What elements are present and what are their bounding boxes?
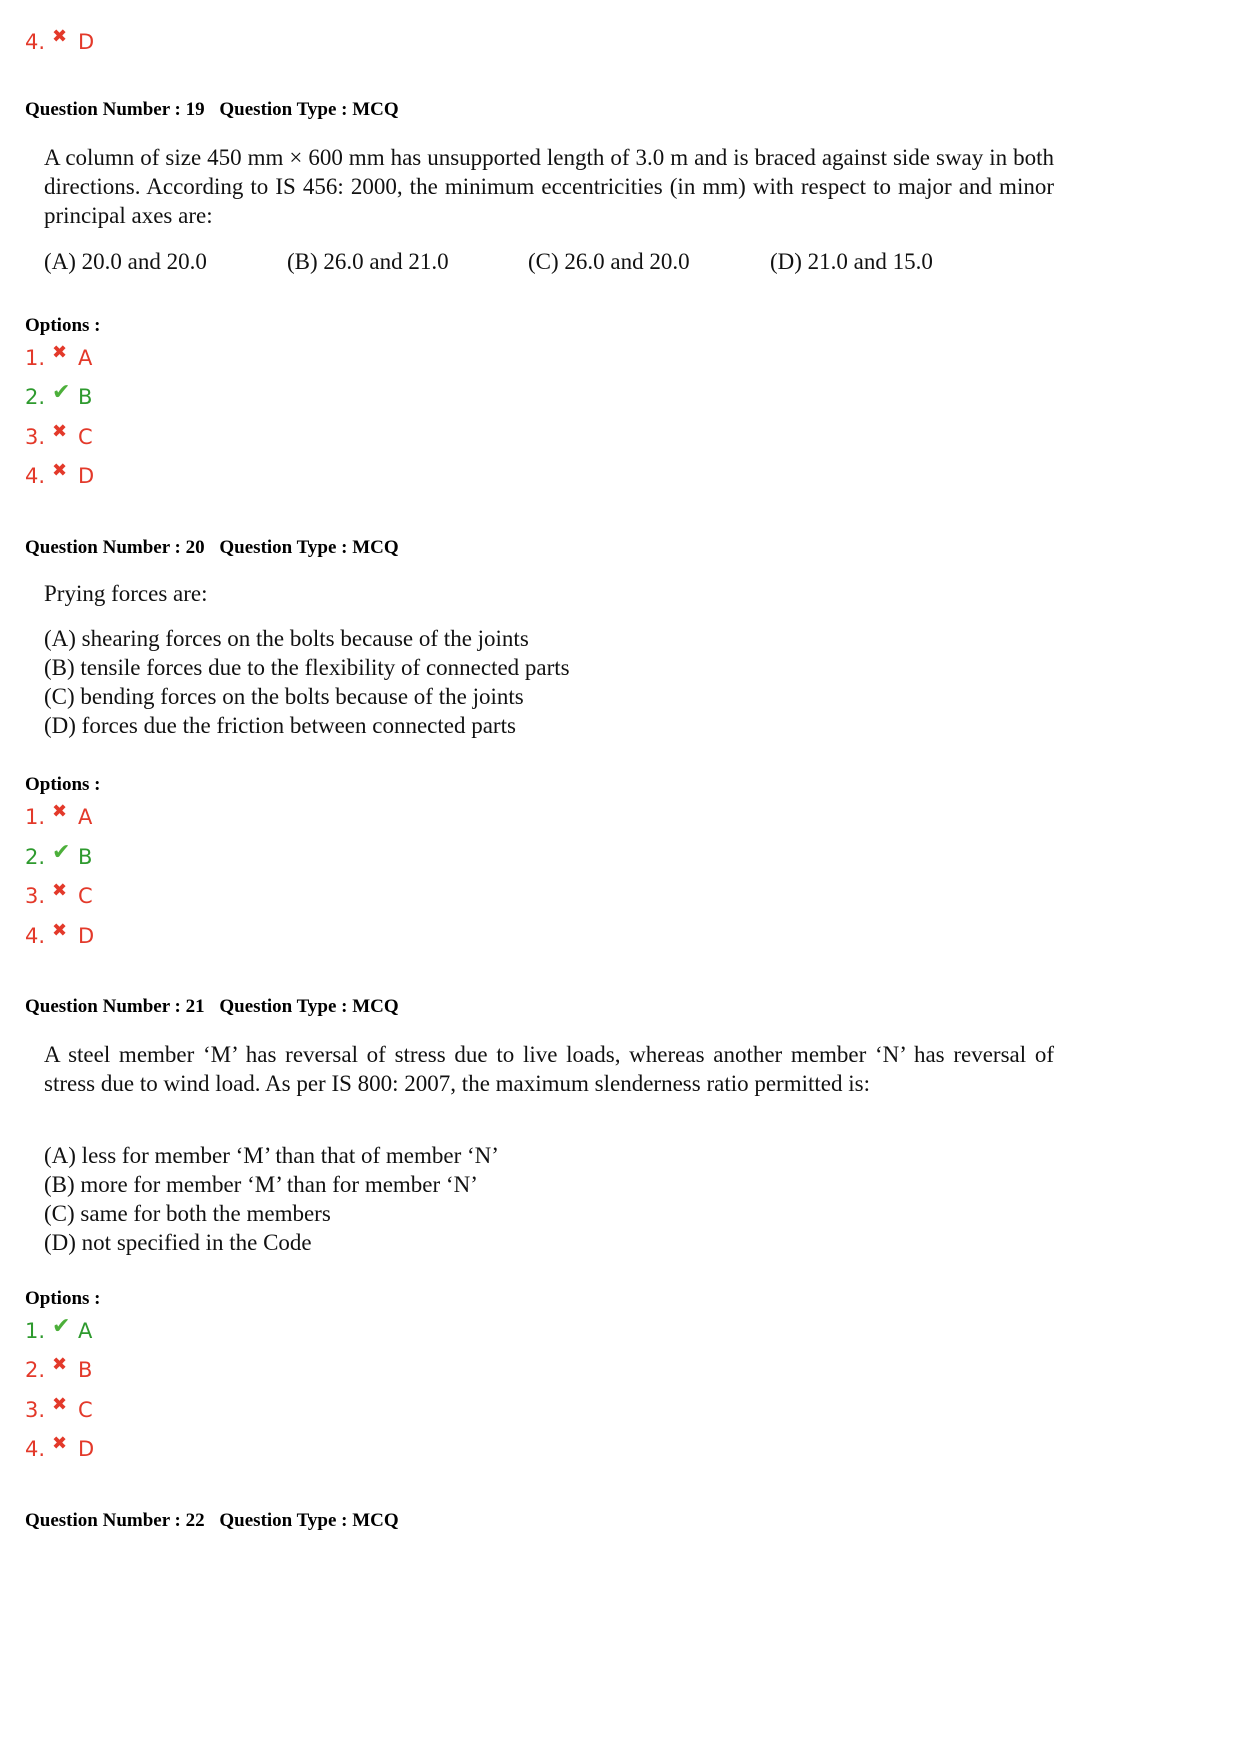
question-header xyxy=(25,1510,409,1532)
option-letter: D xyxy=(78,464,95,488)
choice-b: (B) 26.0 and 21.0 xyxy=(287,249,449,274)
option-letter: C xyxy=(78,1398,93,1422)
option-number: 2. xyxy=(25,1358,46,1382)
choice-d: (D) forces due the friction between connected parts xyxy=(44,713,516,738)
cross-icon: ✖ xyxy=(52,420,68,442)
check-icon: ✔ xyxy=(52,839,71,865)
question-header xyxy=(25,996,409,1018)
question-number: Question Number : 19 xyxy=(25,99,205,120)
option-letter: A xyxy=(78,805,93,829)
choice-c: (C) bending forces on the bolts because of the joints xyxy=(44,684,524,709)
check-icon: ✔ xyxy=(52,379,71,405)
question-number: Question Number : 20 xyxy=(25,537,205,558)
options-label: Options : xyxy=(25,774,101,795)
choice-c: (C) same for both the members xyxy=(44,1201,331,1226)
option-row xyxy=(25,1353,93,1384)
option-letter: D xyxy=(78,1437,95,1461)
choice-a: (A) shearing forces on the bolts because of the joints xyxy=(44,626,529,651)
question-type: Question Type : MCQ xyxy=(219,1510,399,1531)
cross-icon: ✖ xyxy=(52,459,68,481)
option-number: 1. xyxy=(25,346,46,370)
question-text: A steel member ‘M’ has reversal of stress due to live loads, whereas another member ‘N’ has reversal of stress due to wind load. As per IS 800: 2007, the maximum slenderness ratio permitted is: xyxy=(44,1042,1054,1096)
cross-icon: ✖ xyxy=(52,341,68,363)
option-letter: B xyxy=(78,1358,93,1382)
choice-d: (D) 21.0 and 15.0 xyxy=(770,249,933,274)
question-header xyxy=(25,99,409,121)
check-icon: ✔ xyxy=(52,1313,71,1339)
option-number: 4. xyxy=(25,30,46,54)
option-letter: A xyxy=(78,1319,93,1343)
question-text: Prying forces are: xyxy=(44,581,208,606)
option-number: 1. xyxy=(25,805,46,829)
option-number: 4. xyxy=(25,924,46,948)
choice-d: (D) not specified in the Code xyxy=(44,1230,312,1255)
option-number: 3. xyxy=(25,884,46,908)
cross-icon: ✖ xyxy=(52,25,68,47)
choice-a: (A) 20.0 and 20.0 xyxy=(44,249,207,274)
choice-b: (B) more for member ‘M’ than for member ‘N’ xyxy=(44,1172,478,1197)
option-row xyxy=(25,459,95,490)
option-row xyxy=(25,800,93,831)
option-number: 3. xyxy=(25,425,46,449)
option-row xyxy=(25,420,93,451)
question-number: Question Number : 22 xyxy=(25,1510,205,1531)
question-type: Question Type : MCQ xyxy=(219,996,399,1017)
cross-icon: ✖ xyxy=(52,919,68,941)
cross-icon: ✖ xyxy=(52,800,68,822)
option-row xyxy=(25,341,93,372)
option-row xyxy=(25,379,93,411)
option-row xyxy=(25,1393,93,1424)
option-letter: D xyxy=(78,30,95,54)
question-text: A column of size 450 mm × 600 mm has unsupported length of 3.0 m and is braced against side sway in both directions. According to IS 456: 2000, the minimum eccentricities (in mm) with respect to major and minor principal axes are: xyxy=(44,145,1054,228)
option-letter: A xyxy=(78,346,93,370)
option-letter: D xyxy=(78,924,95,948)
question-header xyxy=(25,537,409,559)
option-number: 3. xyxy=(25,1398,46,1422)
cross-icon: ✖ xyxy=(52,1393,68,1415)
options-label: Options : xyxy=(25,315,101,336)
option-number: 2. xyxy=(25,385,46,409)
cross-icon: ✖ xyxy=(52,879,68,901)
choice-b: (B) tensile forces due to the flexibility of connected parts xyxy=(44,655,570,680)
cross-icon: ✖ xyxy=(52,1432,68,1454)
option-row xyxy=(25,1432,95,1463)
question-type: Question Type : MCQ xyxy=(219,537,399,558)
option-number: 1. xyxy=(25,1319,46,1343)
question-type: Question Type : MCQ xyxy=(219,99,399,120)
option-row xyxy=(25,879,93,910)
option-number: 4. xyxy=(25,464,46,488)
option-row xyxy=(25,25,95,56)
cross-icon: ✖ xyxy=(52,1353,68,1375)
option-number: 4. xyxy=(25,1437,46,1461)
question-number: Question Number : 21 xyxy=(25,996,205,1017)
option-letter: C xyxy=(78,884,93,908)
option-letter: C xyxy=(78,425,93,449)
option-row xyxy=(25,919,95,950)
option-row xyxy=(25,1313,93,1345)
option-row xyxy=(25,839,93,871)
choice-c: (C) 26.0 and 20.0 xyxy=(528,249,690,274)
options-label: Options : xyxy=(25,1288,101,1309)
option-number: 2. xyxy=(25,845,46,869)
option-letter: B xyxy=(78,845,93,869)
choice-a: (A) less for member ‘M’ than that of member ‘N’ xyxy=(44,1143,499,1168)
option-letter: B xyxy=(78,385,93,409)
